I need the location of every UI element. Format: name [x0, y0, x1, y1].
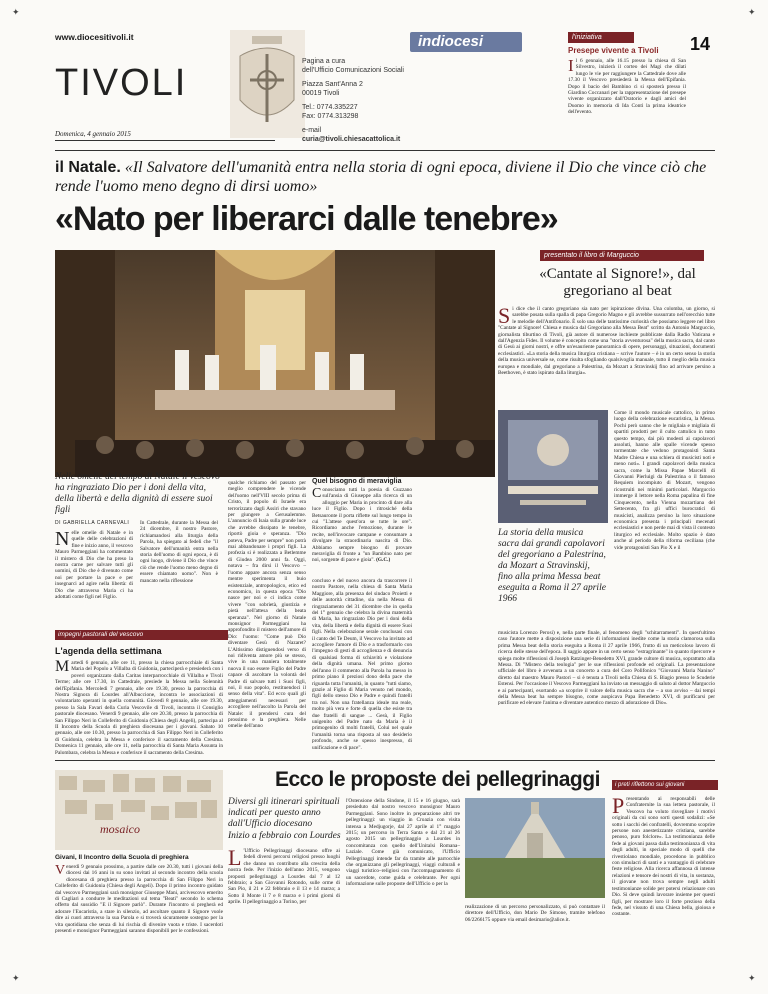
address-line1: Piazza Sant'Anna 2	[302, 81, 363, 88]
brand-name: indiocesi	[418, 33, 484, 50]
office-line2: dell'Ufficio Comunicazioni Sociali	[302, 66, 404, 74]
initiative-text: l 6 gennaio, alle 16.15 presso la chiesa di San Silvestro, inizierà il corteo dei Magi che dilati lungo le vie per raggiungere la Cattedrale dove alle 17.30 il Vescovo presiederà la Messa dell'Epifania. Dopo il bacio del Bambino ci si sposterà presso il Giardino Coccanari per la rappresentazione del presepe vivente organizzato dall'Oratorio e dagli amici del Duomo in memoria di Ida Conti la prima ideatrice dell'evento.	[568, 58, 686, 116]
agenda-text: artedì 6 gennaio, alle ore 11, presso la chiesa parrocchiale di Santa Maria del Popolo a Villalba di Guidonia, parteciperà e presiederà con i poveri organizzato dalla Caritas interparrocchiale di Villalba e Tivoli Terme; alle ore 17.30, in Cattedrale, presiede la Messa nella Solennità dell'Epifania. Mercoledì 7 gennaio, alle ore 19.30, presso la parrocchia di Nostra Signora di Lourdes all'Albuccione, incontra le associazioni di volontariato operanti in quella comunità. Giovedì 8 gennaio, alle ore 19.30, presso la Sala Favari della Curia Vescovile di Tivoli, incontra il Consiglio pastorale diocesano. Venerdì 9 gennaio, alle ore 20.30, presso la parrocchia di San Filippo Neri in Colleferito di Guidonia (Chiesa degli Angeli), partecipa al II Incontro della Scuola di preghiera diocesana per i giovani. Sabato 10 gennaio, alle ore 10.30, presso la parrocchia di San Filippo Neri in Colleferito di Guidonia, celebra la Messa e conferisce il sacramento della Cresima. Domenica 11 gennaio, alle ore 11, nella parrocchia di Santa Maria Assunta in Palombara, celebra la Messa e conferisce il sacramento della Cresima.	[55, 660, 223, 756]
mosaic-text-block	[55, 864, 223, 978]
agenda-title: L'agenda della settimana	[55, 646, 162, 656]
book-pull-quote: La storia della musica sacra dai grandi capolavori del gregoriano a Palestrina, da Mozart a Stravinskij, fino alla prima Messa beat eseguita a Roma il 27 aprile 1966	[498, 528, 606, 604]
box-text: onosciamo tutti la poesia di Guzzano sull'ansia di Giuseppe alla ricerca di un alloggio per Maria in procinto di dare alla luce il Figlio. Dopo i ritrosiché della Betsauronte il porta riflette sul lungo tempo in cui "L'attese quest'ora se tutte le ore". Ricordiamo anche l'emozione, durante le recite, nell'invocare campane e consumare a divulgare la straordinaria nascita di Dio. Abbiamo sempre bisogno di provare meraviglia di fronte a "un Bambino nato per noi, sorgente di pace e gioia".	[312, 487, 412, 564]
book-title: «Cantate al Signore!», dal gregoriano al beat	[539, 266, 696, 299]
book-intro-text: i dice che il canto gregoriano sia nato per ispirazione divina. Una colomba, un giorno, si sarebbe posata sulla spalla di papa Gregorio Magno e gli avrebbe sussurrato nell'orecchio tutte le melodie dell'Antifonario. È solo una delle tantissime curiosità che possiamo leggere nel libro "Cantate al Signore! Chiesa e musica dal Gregoriano alla Messa Beat" scritto da Antonio Marguccio, giornalista tiburtino di Tivoli, già autore di numerose inchieste pubblicate dalla Radio Vaticana e dall'Agenzia Fides. Il volume è concepito come una "storia avventurosa" della musica sacra, dal canto di Gesù ai giorni nostri, e offre un'esauriente panoramica di opere, personaggi, situazioni, documenti ecclesiastici. «La storia della musica liturgica cristiana – scrive l'autore – è in un certo senso la storia della musica universale se, come risulta sfogliando qualsivoglia manuale, tutto il meglio della musica europea e mondiale, dal gregoriano a Palestrina, da Mozart a Stravinskij fino ad arrivare persino a Beethoven, è stato ispirato dalla liturgia».	[498, 306, 715, 377]
initiative-dropcap: I	[568, 56, 574, 75]
priests-dropcap: P	[612, 793, 625, 818]
pilgrim-dropcap: L	[228, 845, 242, 870]
lead-column-1	[55, 530, 133, 626]
priests-text-block	[612, 793, 715, 980]
lead-deck: «Il Salvatore dell'umanità entra nella storia di ogni epoca, diviene il Dio che vince ciò che rende l'uomo meno degno di dirsi uomo»	[55, 159, 707, 195]
lead-byline: DI GABRIELLA CARNEVALI	[55, 520, 130, 526]
priests-text: resentando ai responsabili delle Confraternite la sua lettera pastorale, il Vescovo ha voluto risvegliare i motivi originali da cui sono sorti questi sodalizi: «Se sotto i sacchi dei confratelli, dovremmo scoprire persone non anestetizzante cristiana, sarebbe penoso, puro folclore». La testimonianza delle fede ai giovani passa dalla testimonianza di vita degli adulti, in speciale modo di quelli che rivestiolano mondiale, procedono in pubblico con simulacri di santi e a vantaggio di celebrare feste religiose. Alla ricerca affannosa di intense relazioni e tensore dei nostri di vita, in sostanza, il giovane non trova sempre negli adulti testimonianze solide per potersi relazionare con Dio. Si deve quindi lavorare insieme per questi figli, per mostrare loro il forte prezioso della fede, nel vissuto di una Chiesa bella, gioiosa e costante.	[612, 796, 715, 918]
priests-bar: i preti riflettono sui giovani	[612, 780, 718, 790]
issue-date: Domenica, 4 gennaio 2015	[55, 130, 131, 138]
pilgrimage-photo	[465, 798, 605, 898]
agenda-bar: impegni pastorali del vescovo	[55, 630, 228, 640]
agenda-dropcap: M	[55, 658, 70, 675]
mosaic-text: enerdì 9 gennaio prossimo, a partire dalle ore 20.30, tutti i giovani della diocesi dai 16 anni in su sono invitati al secondo incontro della scuola diocesana di preghiera presso la parrocchia di San Filippo Neri in Colleferito di Guidonia (Chiesa degli Angeli). Dopo il primo incontro guidato dal vescovo Parmeggiani sarà monsignor Giuseppe Mani, arcivescovo emerito di Cagliari a condurre le meditazioni sul tema "Beati" secondo lo schema offerto dal sussidio "E il Signore parlò". Durante l'incontro si pregherà ed adorare l'Eucaristia, a stare in silenzio, ad ascoltare quanto il Signore vuole dire ai cuori attraverso la sua Parola e si troverà sicuramente sostegno per la vita quotidiana che senza di lui rischia di divenire vuota e triste. I sacerdoti presenti e monsignor Parmeggiani saranno disponibili per le confessioni.	[55, 864, 223, 935]
address-line2: 00019 Tivoli	[302, 89, 340, 97]
pilgrim-deck: Diversi gli itinerari spirituali indicati per questo anno dall'Ufficio diocesano	[228, 797, 340, 829]
box-dropcap: C	[312, 486, 322, 501]
pilgrim-deck2: Inizio a febbraio con Lourdes	[228, 831, 341, 841]
website-url[interactable]: www.diocesitivoli.it	[55, 32, 134, 42]
initiative-title: Presepe vivente a Tivoli	[568, 46, 659, 55]
registration-mark: ✦	[12, 8, 20, 18]
registration-mark: ✦	[748, 974, 756, 984]
diocese-coat-of-arms	[220, 30, 315, 138]
sidebar-box	[312, 478, 412, 574]
registration-mark: ✦	[12, 974, 20, 984]
mosaic-dropcap: V	[55, 863, 66, 878]
lead-photo-caption: Nelle omelie del tempo di Natale il vescovo ha ringraziato Dio per i doni della vita, della libertà e della dignità di essere suoi figli	[55, 472, 220, 515]
initiative-tag: l'iniziativa	[568, 32, 634, 43]
fax-number: Fax: 0774.313298	[302, 112, 359, 120]
brand-logo	[410, 32, 522, 52]
city-title: TIVOLI	[55, 62, 188, 104]
box-signature: (G.C.)	[376, 557, 391, 564]
book-column-b: musicista Lorenzo Perosi) e, nella parte finale, al fenomeno degli "schitarramenti". In quest'ultimo caso l'autore mette a disposizione una serie di informazioni inedite come la storia clamorosa sulla prima Messa beat della storia eseguita a Roma il 27 aprile 1966, frutto di un meticoloso lavoro di ricerca delle stesse dell'epoca. Il saggio appare in un certo senso "estragrinante" in quanto ripercorre e spiega molte riflessioni di Joseph Ratzinger-Benedetto XVI, grande cultore di musica, soprattutto alla Messa. Di "Mistero della teologia" per le sue riflessioni profonde ed originali. La presentazione ufficiale del libro è avvenuta a un concerto a cura del Coro Polifonico "Giovanni Maria Nanino" diretto dal maestro Mauro Pastori – si è tenuta a Tivoli nella Chiesa di S. Biagio presso le Scuderie Estensi. Per l'occasione il Vescovo Parmeggiani ha inviato un messaggio di saluto al dottor Marguccio e ai partecipanti, esortando «a scoprire il valore della musica sacra che – a suo avviso – dai tempi della Messa beat ha sempre bisogno, come auspicava Papa Benedetto XVI, di purificarsi per purificare ed elevare l'anima e diventare autentico mezzo di adorazione di Dio».	[498, 630, 715, 707]
lead-kicker: il Natale.	[55, 159, 121, 176]
page-number: 14	[690, 34, 711, 54]
initiative-box	[568, 32, 686, 136]
lead-column-4: concluso e del nuovo ancora da trascorrere il nostro Pastore, nella chiesa di Santa Maria Maggiore, alla presenza del sindaco Proietti e delle autorità cittadine, sia nella Messa di ringraziamento del 31 dicembre che in quella del 1° gennaio che celebra la divina maternità di Maria, ha ringraziato Dio per i doni della vita, della libertà e della dignità di essere Suoi figli. Nella celebrazione serale conclusasi con il canto del Te Deum, il Vescovo ha invitato ad accogliere l'amore di Dio e a trasformarlo con l'impegno di gesti di accoglienza e di denuncia di qualsiasi forma di schiavitù e violazione della dignità umana. Nel primo giorno dell'anno il commento alla Parola ha messo in primo piano il preziosi dono della pace che riguarda tutta l'umanità, in quanto "tutti siamo, grazie al Figlio di Maria venuto nel mondo, figli dello stesso Dio e Padre e quindi fratelli tra noi. Non una fratellanza ideale ma reale, molto più vera e forte di quella che esiste tra due fratelli di sangue ... Gesù, il Figlio unigenito del Padre nato da Maria è il primogenito di molti fratelli, Colui nel quale l'umanità torna una risposta al suo desiderio profondo, anche se spesso inespresso, di unificazione e di pace".	[312, 578, 412, 751]
phone-number: Tel.: 0774.335227	[302, 104, 358, 111]
registration-mark: ✦	[748, 8, 756, 18]
mosaic-title: mosaico	[100, 822, 140, 836]
box-title: Quel bisogno di meraviglia	[312, 478, 402, 485]
pilgrim-column-2: l'Ostensione della Sindone, il 15 e 16 giugno, sarà presieduto dal nostro vescovo monsignor Mauro Parmeggiani. Sono inoltre in preparazione altri tre pellegrinaggi: un viaggio in Croazia con visita intensa a Medjugorje, dal 27 aprile al 1° maggio 2015; un percorso in Terra Santa e dal 21 al 26 agosto 2015 un pellegrinaggio a Lourdes in concomitanza con quello dell'Unitalsi Romana–Laziale. Come già comunicato, l'Ufficio Pellegrinaggi intende far da tramite alle parrocchie che organizzano gli pellegrinaggi, viaggi culturali e viaggi turistico–religiosi con l'accompagnamento di un sacerdote, come guida e celebrante. Per ogni informazione sulle proposte dell'Ufficio o per la	[346, 798, 460, 888]
book-bar: presentato il libro di Marguccio	[540, 250, 704, 261]
pilgrim-column-1	[228, 845, 340, 978]
agenda-text-block	[55, 658, 223, 756]
book-cover-image	[498, 410, 608, 523]
pilgrim-headline: Ecco le proposte dei pellegrinaggi	[275, 768, 600, 791]
lead-headline: «Nato per liberarci dalle tenebre»	[55, 200, 558, 238]
lead-column-3: qualche richiamo del passato per meglio comprendere le vicende dell'uomo nell'VIII secolo prima di Cristo, il popolo di Israele era terrorizzato dagli Assiri che stavano per giungere a Gerusalemme. L'annuncio di Isaia sulla grande luce che avrebbe dissipato le tenebre, riportò gioia e speranza. "Dio poteva, Padre per sempre" non potrà mai abbandonare i propri figli. La profezia si è realizzata a Betlemme di Giudea 2000 anni fa. Oggi, notava – fra dirsi il Vescovo – l'uomo appare ancora senza senso mentre sperimenta il buio esistenziale, antropologico, etico ed economico, in questa epoca "Dio nasce per noi e ci indica come vivere "con sobrietà, giustizia e pietà nell'attesa della beata speranza". Nel giorno di Natale monsignor Parmeggiani ha approfondito il mistero dell'amore di Dio: l'uomo: "Come può Dio diventare Gesù di Nazaret? L'Altissimo distiguendosi verso di noi ridiventa amore più se stesso, vive in una maniera totalmente nuova il suo essere Figlio del Padre capace di ascoltare la volontà del Padre di salvare tutti i Suoi figli, noi, il suo popolo, restituendoci il senso della vita". Ed ecco quali gli atteggiamenti necessari per accogliere nell'ascolto la Parola del Natale: il prendersi cura del prossimo e la preghiera. Nelle omelie dell'anno	[228, 480, 306, 730]
email-label: e-mail	[302, 127, 322, 134]
lead-column-1-text: elle omelie di Natale e in quelle delle celebrazioni di fine e inizio anno, il vescovo Mauro Parmeggiani ha commentato il mistero di Dio che ha preso la nostra carne per salvare tutti gli uomini, di Dio che è divenuto come noi per portare la pace e per insegnarci ad agire nella libertà: di Dio che attraverso Maria ci ha adottati come figli nel Figlio.	[55, 530, 133, 601]
mosaic-image	[55, 770, 223, 850]
pilgrim-column-1-text: 'Ufficio Pellegrinaggi diocesano offre ai fedeli diversi percorsi religiosi presso luoghi che danno un contributo alla crescita della nostra fede. Per l'inizio dell'anno 2015, vengono proposti pellegrinaggi a Lourdes dal 7 al 12 febbraio; a San Giovanni Rotondo, sulle orme di San Pio, il 21 e 22 febbraio e il 13 e 14 marzo; a Sotto il Monte il 7 e 8 marzo e i primi giorni di aprile. Il pellegrinaggio a Torino, per	[228, 848, 340, 906]
mosaic-item-title: Givani, Il Incontro della Scuola di preghiera	[55, 854, 189, 861]
email-address[interactable]: curia@tivoli.chiesacattolica.it	[302, 135, 401, 143]
cathedral-mass-photo	[55, 250, 495, 477]
book-dropcap: S	[498, 303, 511, 328]
lead-column-2: In Cattedrale, durante la Messa del 24 dicembre, il nostro Pastore, richiamandosi alla liturgia della Parola, ha spiegato ai fedeli che "il Salvatore dell'umanità entra nella storia dell'uomo di ogni epoca, è di ogni luogo, diviene il Dio che vince ciò che rende l'uomo meno degno di essere chiamato uomo". Non è mancato nella riflessione	[140, 520, 218, 584]
office-line1: Pagina a cura	[302, 58, 346, 65]
book-column-a: Come il mondo musicale cattolico, in primo luogo della celebrazione eucaristica, la Messa. Pochi però sanno che le migliaia e migliaia di spartiti prodotti per il culto cattolico in tutto questo tempo, dai più modesti ai capolavori assoluti, hanno alle spalle vicende spesso tormentate che vedono protagonisti Santa Madre Chiesa e una schiera di musicisti noti e meno noti». I grandi capolavori della musica sacra, come la Missa Papae Marcelli di Giovanni Pierluigi da Palestrina o il famoso Requiem incompiuto di Mozart, vengono ricostruiti nei minimi particolari. Marguccio immerge il lettore nella Roma papalina di fine Cinquecento, nella Vienna mozartiana del Settecento, fra gli uffici burocratici di musicisti, analizza persino la loro situazione economica presenta i principali mecenati ecclesiastici e non perde mai di vista il contesto liturgico ed ecclesiale. Molto spazio è dato anche al periodo della riforma ceciliana (che vide protagonisti San Pio X e il	[614, 410, 715, 551]
book-intro	[498, 303, 715, 410]
lead-dropcap: N	[55, 528, 70, 550]
pilgrim-column-3: realizzazione di un percorso personalizzato, si può contattare il direttore dell'Ufficio, don Mario De Simone, tramite telefono 06/2266175 oppure via email desimario@alice.it.	[465, 904, 605, 923]
